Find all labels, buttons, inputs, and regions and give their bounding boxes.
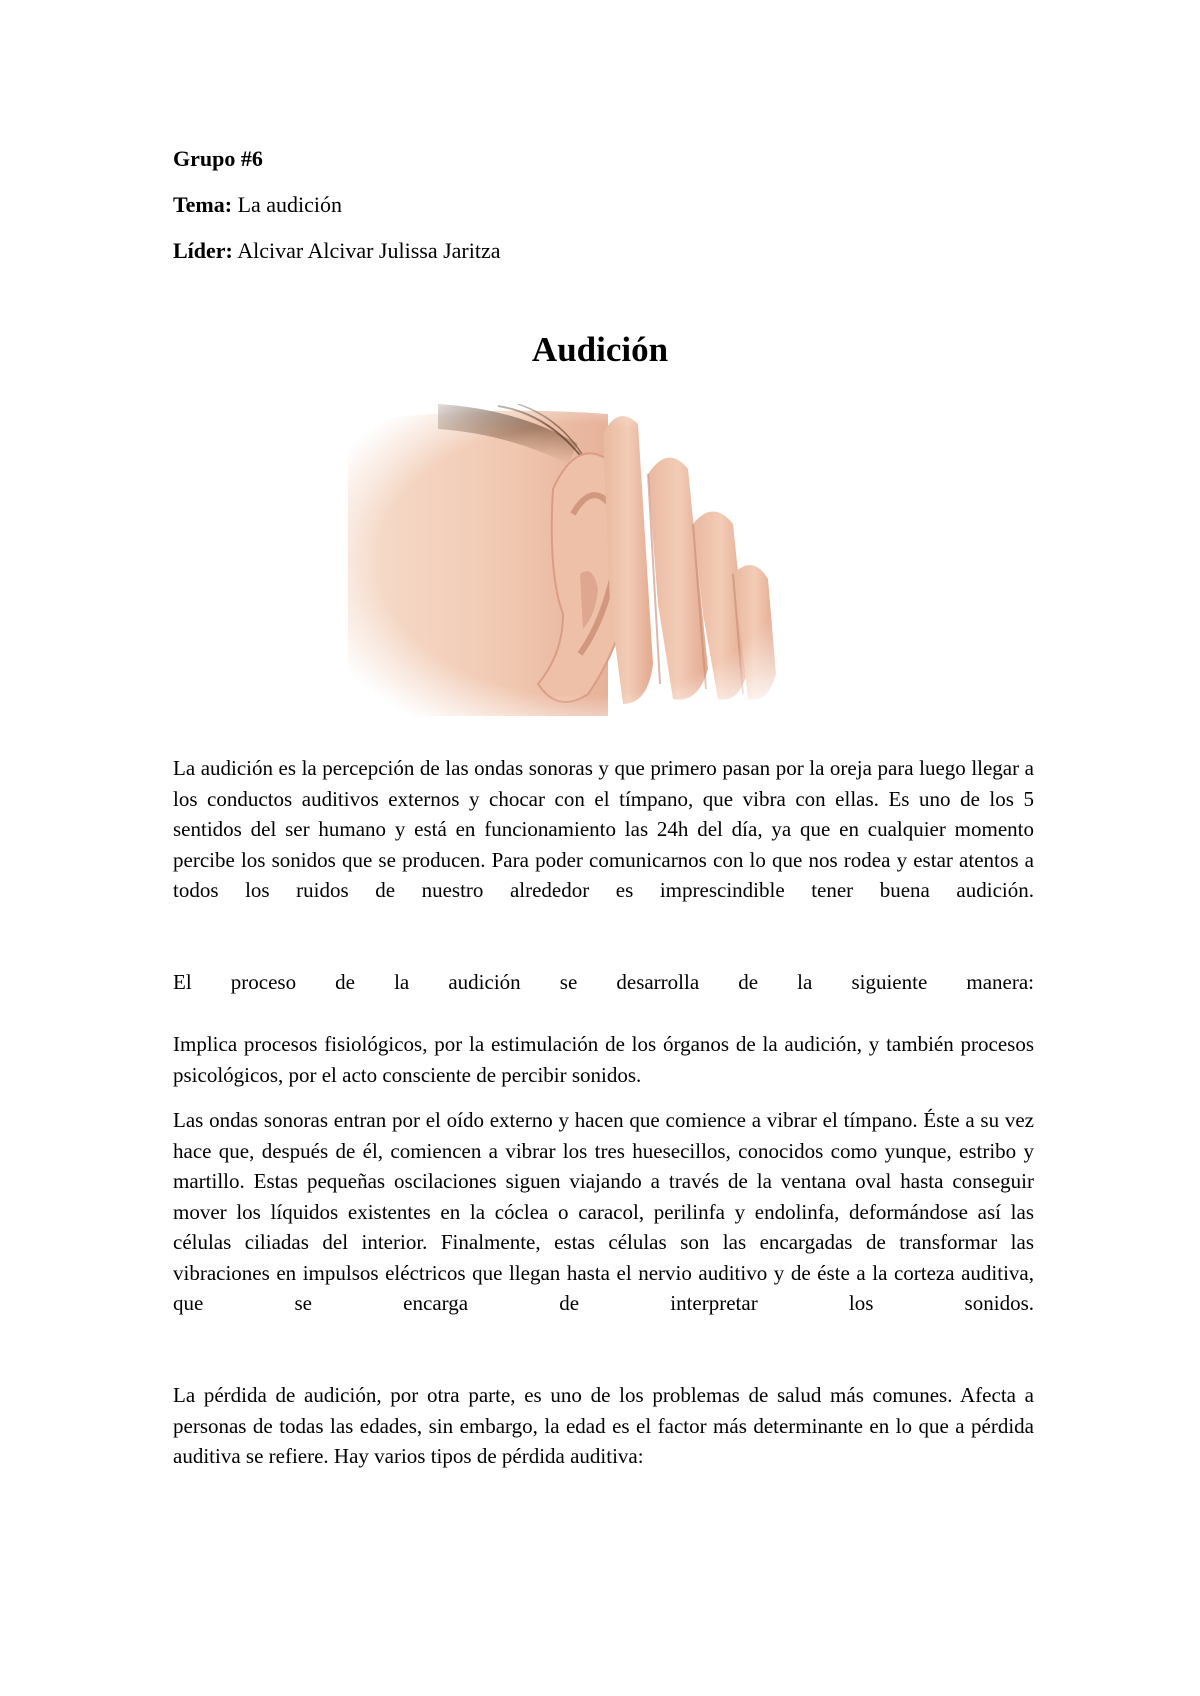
leader-value: Alcivar Alcivar Julissa Jaritza [237,238,501,263]
paragraph-hearing-loss: La pérdida de audición, por otra parte, es uno de los problemas de salud más comunes. Afecta a personas de todas las edades, sin embargo, la edad es el factor más determinante en lo que a pérdida auditiva se refiere. Hay varios tipos de pérdida auditiva: [173,1383,1034,1468]
ear-hand-photo-icon [348,404,818,716]
topic-label: Tema: [173,192,233,217]
paragraph-sound-waves: Las ondas sonoras entran por el oído externo y hacen que comience a vibrar el tímpano. Éste a su vez hace que, después de él, comiencen a vibrar los tres huesecillos, conocidos como yunque, estribo y martillo. Estas pequeñas oscilaciones siguen viajando a través de la ventana oval hasta conseguir mover los líquidos existentes en la cóclea o caracol, perilinfa y endolinfa, deformándose así las células ciliadas del interior. Finalmente, estas células son las encargadas de transformar las vibraciones en impulsos eléctricos que llegan hasta el nervio auditivo y de éste a la corteza auditiva, que se encarga de interpretar los sonidos. [173,1108,1034,1315]
leader-line [173,238,501,264]
leader-label: Líder: [173,238,233,263]
topic-value: La audición [237,192,343,217]
paragraph-process-heading: El proceso de la audición se desarrolla de la siguiente manera: [173,970,1034,994]
group-number: Grupo #6 [173,146,263,171]
page-title: Audición [531,330,669,369]
paragraph-processes: Implica procesos fisiológicos, por la estimulación de los órganos de la audición, y también procesos psicológicos, por el acto consciente de percibir sonidos. [173,1032,1034,1087]
group-line [173,146,263,172]
topic-line [173,192,342,218]
paragraph-intro: La audición es la percepción de las ondas sonoras y que primero pasan por la oreja para luego llegar a los conductos auditivos externos y chocar con el tímpano, que vibra con ellas. Es uno de los 5 sentidos del ser humano y está en funcionamiento las 24h del día, ya que en cualquier momento percibe los sonidos que se producen. Para poder comunicarnos con lo que nos rodea y estar atentos a todos los ruidos de nuestro alrededor es imprescindible tener buena audición. [173,756,1034,902]
